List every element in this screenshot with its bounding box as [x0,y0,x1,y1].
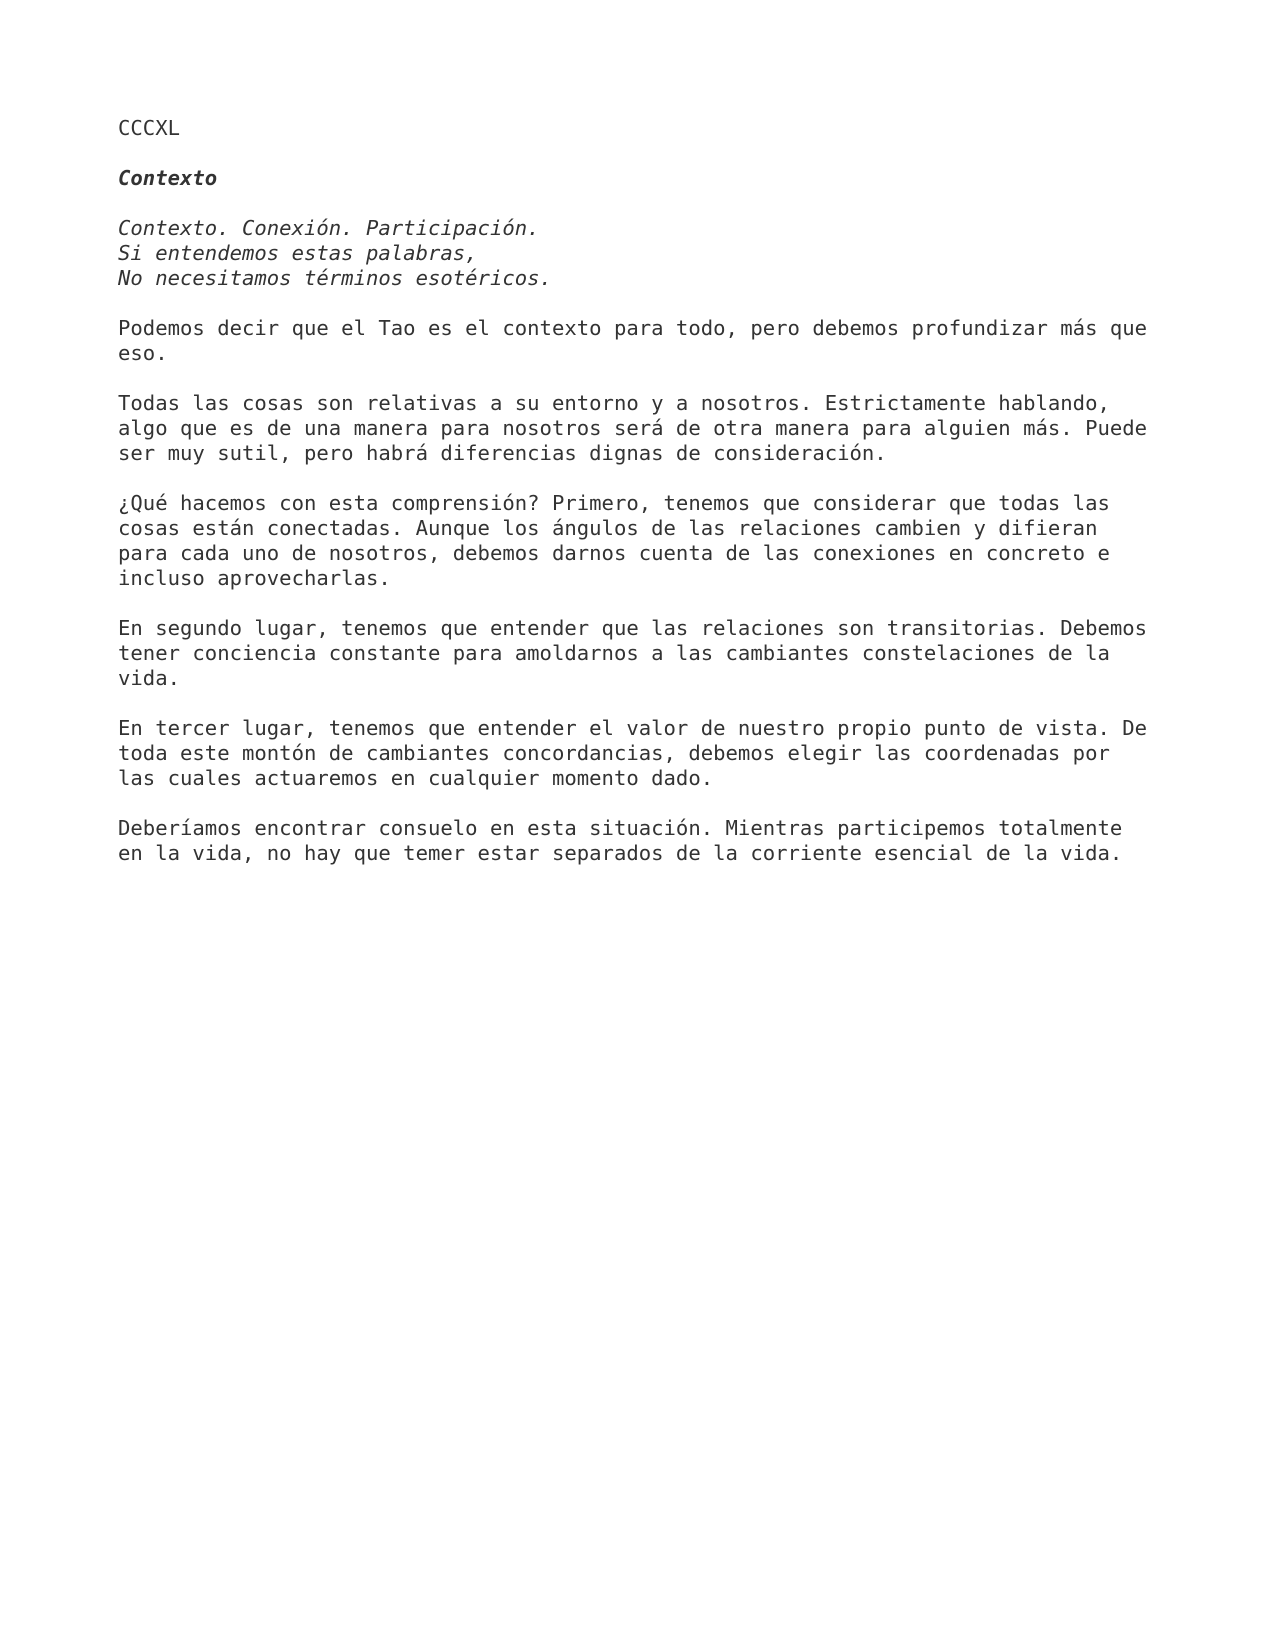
paragraph-line: En segundo lugar, tenemos que entender que las relaciones son transitorias. Debemos [118,616,1148,640]
chapter-number: CCCXL [118,116,180,140]
verse-line: No necesitamos términos esotéricos. [118,266,552,290]
paragraph-3 [118,491,1178,591]
paragraph-line: algo que es de una manera para nosotros será de otra manera para alguien más. Puede [118,416,1148,440]
paragraph-line: ser muy sutil, pero habrá diferencias dignas de consideración. [118,441,887,465]
paragraph-6 [118,816,1178,866]
chapter-title: Contexto [118,166,218,190]
paragraph-line: incluso aprovecharlas. [118,566,391,590]
paragraph-line: vida. [118,666,180,690]
verse-line: Contexto. Conexión. Participación. [118,216,540,240]
paragraph-line: eso. [118,341,168,365]
paragraph-line: Todas las cosas son relativas a su entorno y a nosotros. Estrictamente hablando, [118,391,1110,415]
verse-line: Si entendemos estas palabras, [118,241,478,265]
paragraph-line: en la vida, no hay que temer estar separados de la corriente esencial de la vida. [118,841,1123,865]
paragraph-line: ¿Qué hacemos con esta comprensión? Primero, tenemos que considerar que todas las [118,491,1110,515]
paragraph-4 [118,616,1178,691]
paragraph-line: toda este montón de cambiantes concordancias, debemos elegir las coordenadas por [118,741,1110,765]
paragraph-line: tener conciencia constante para amoldarnos a las cambiantes constelaciones de la [118,641,1110,665]
verse [118,216,1178,291]
paragraph-line: para cada uno de nosotros, debemos darnos cuenta de las conexiones en concreto e [118,541,1110,565]
paragraph-2 [118,391,1178,466]
paragraph-5 [118,716,1178,791]
paragraph-line: En tercer lugar, tenemos que entender el valor de nuestro propio punto de vista. De [118,716,1148,740]
paragraph-1 [118,316,1178,366]
paragraph-line: las cuales actuaremos en cualquier momento dado. [118,766,714,790]
paragraph-line: Podemos decir que el Tao es el contexto para todo, pero debemos profundizar más que [118,316,1148,340]
paragraph-line: Deberíamos encontrar consuelo en esta situación. Mientras participemos totalmente [118,816,1123,840]
paragraph-line: cosas están conectadas. Aunque los ángulos de las relaciones cambien y difieran [118,516,1098,540]
document-body [118,116,1178,891]
